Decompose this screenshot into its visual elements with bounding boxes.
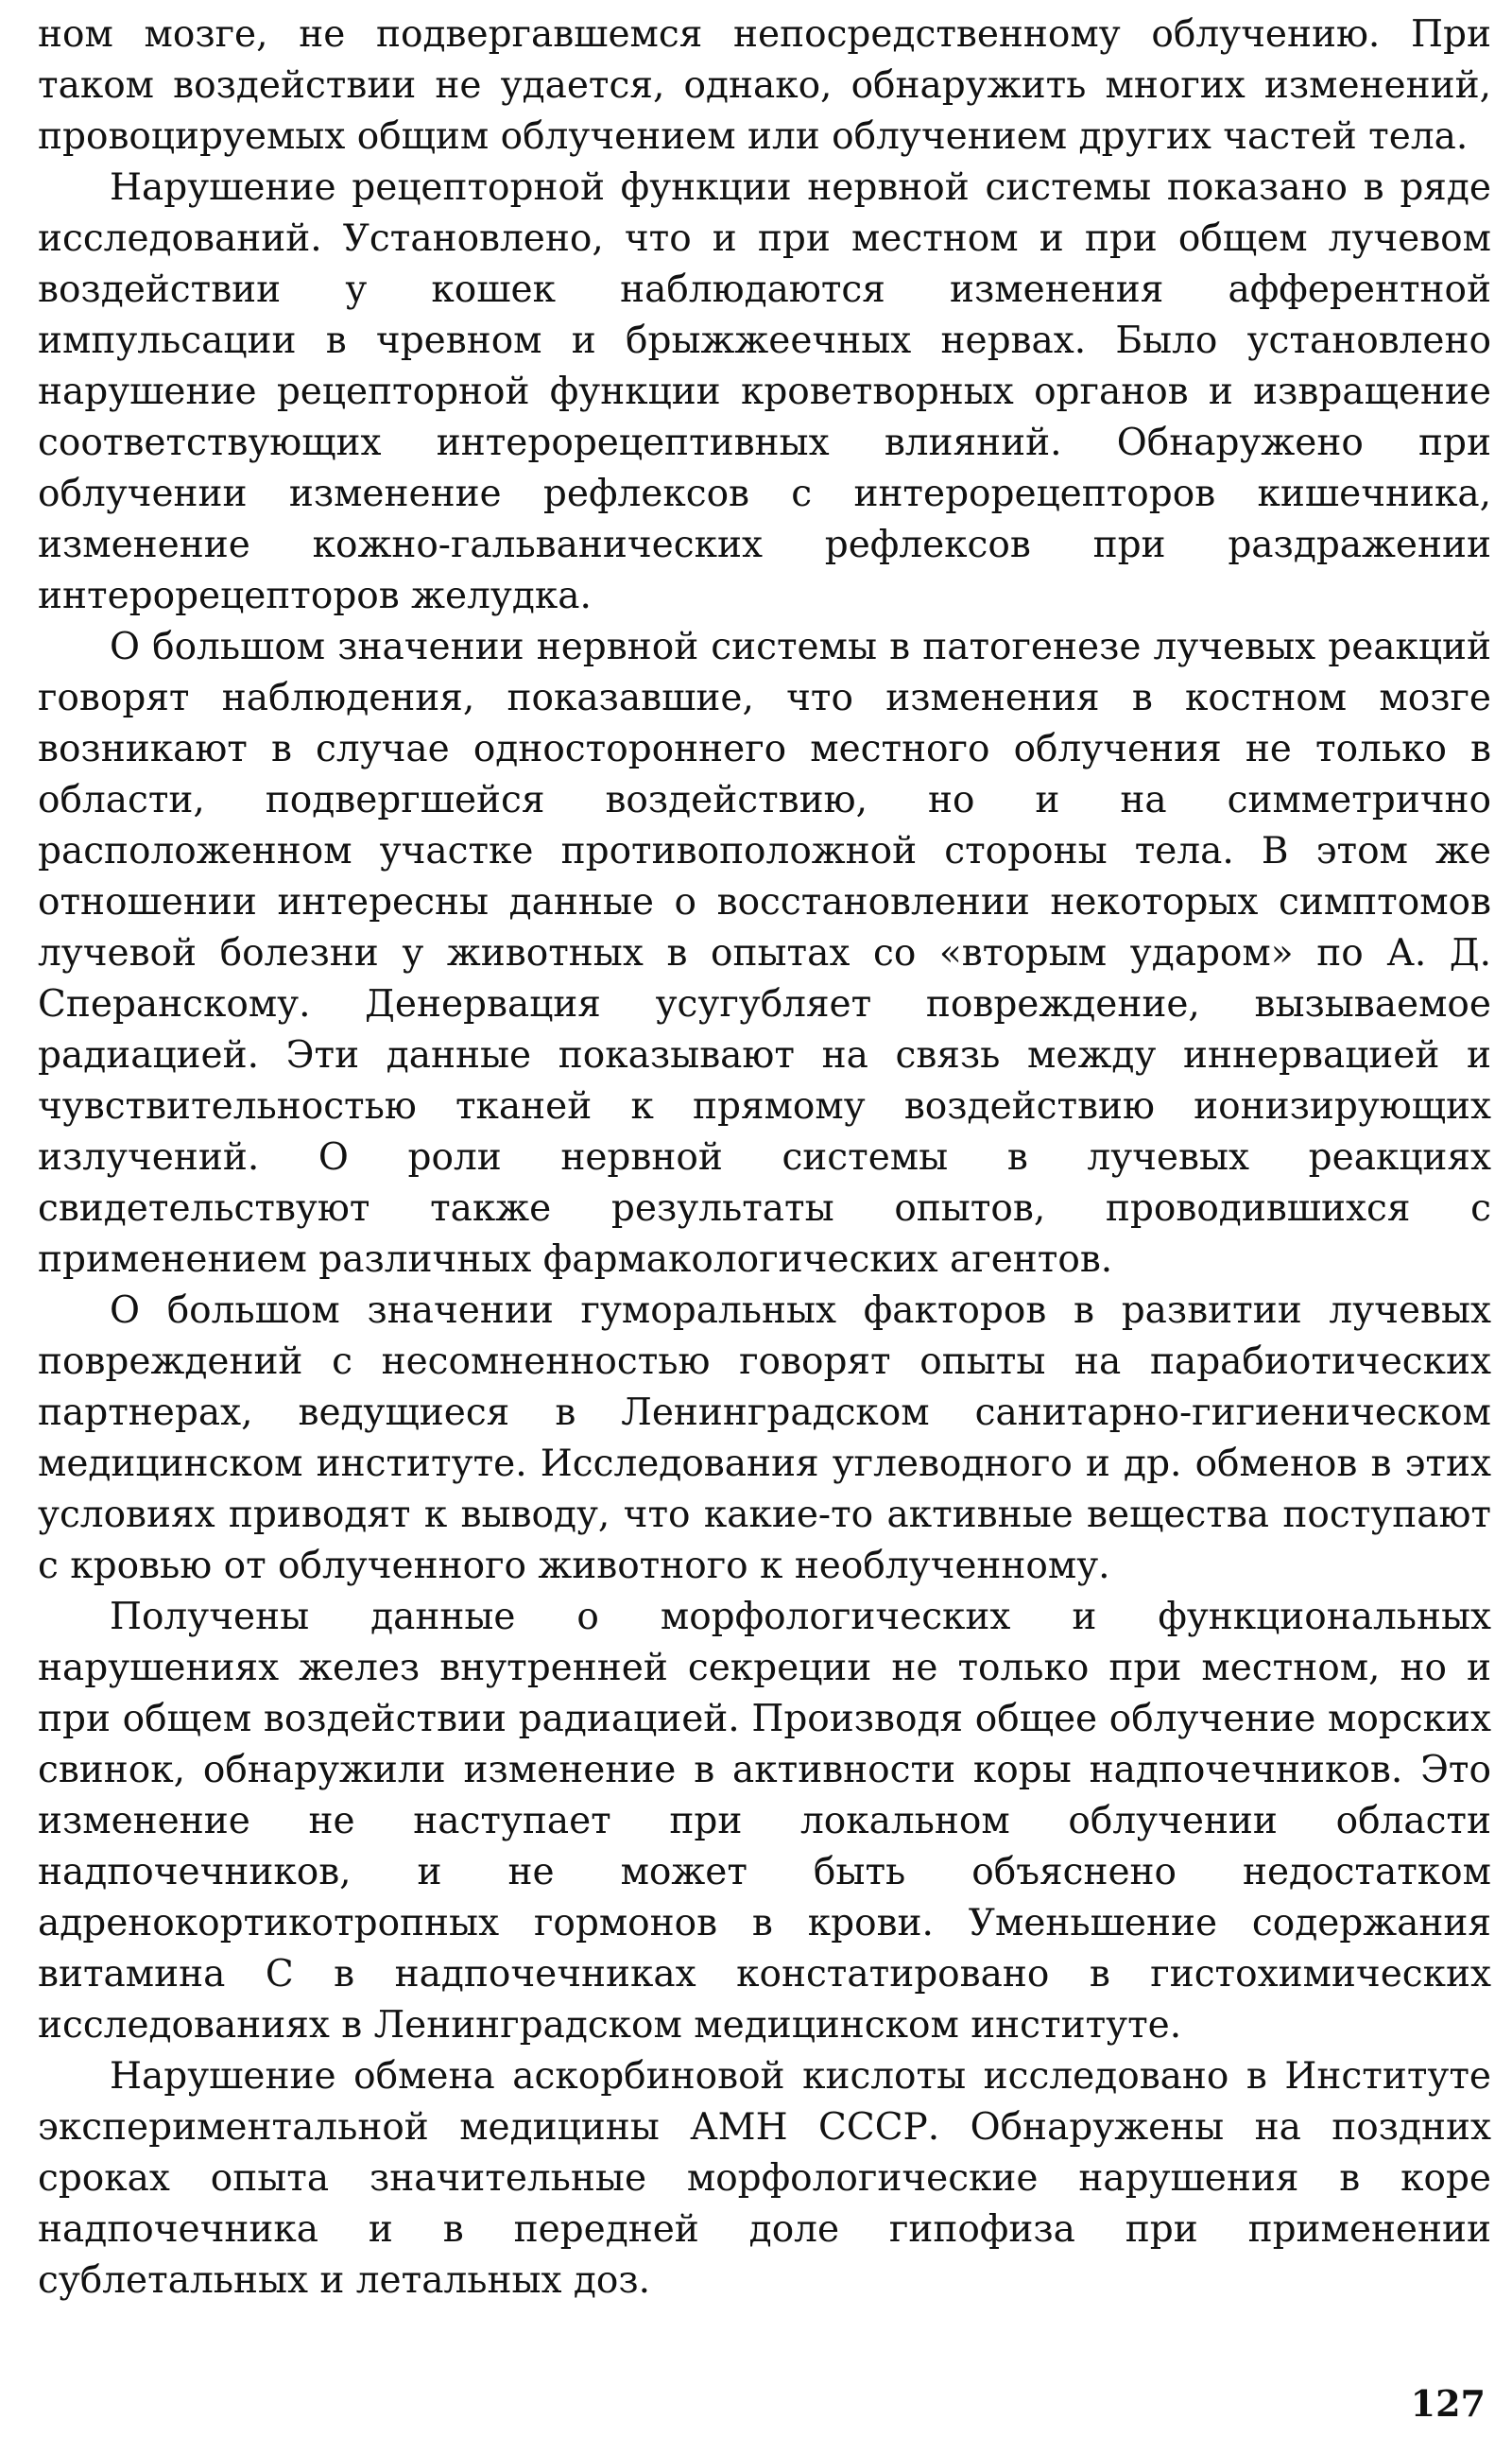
paragraph-receptor-function: Нарушение рецепторной функции нервной системы показано в ряде исследований. Установлено, что и при местном и при общем лучевом воздействии у кошек наблюдаются изменения афферентной импульсации в чревном и брыжжеечных нервах. Было установлено нарушение рецепторной функции кроветворных органов и извращение соответствующих интерорецептивных влияний. Обнаружено при облучении изменение рефлексов с интерорецепторов кишечника, изменение кожно-гальванических рефлексов при раздражении интерорецепторов желудка. [38,166,1491,617]
paragraph-nervous-system: О большом значении нервной системы в патогенезе лучевых реакций говорят наблюдения, показавшие, что изменения в костном мозге возникают в случае одностороннего местного облучения не только в области, подвергшейся воздействию, но и на симметрично расположенном участке противоположной стороны тела. В этом же отношении интересны данные о восстановлении некоторых симптомов лучевой болезни у животных в опытах со «вторым ударом» по А. Д. Сперанскому. Денервация усугубляет повреждение, вызываемое радиацией. Эти данные показывают на связь между иннервацией и чувствительностью тканей к прямому воздействию ионизирующих излучений. О роли нервной системы в лучевых реакциях свидетельствуют также результаты опытов, проводившихся с применением различных фармакологических агентов. [38,626,1491,1281]
page-number: 127 [1410,2382,1486,2425]
paragraph-endocrine-glands: Получены данные о морфологических и функциональных нарушениях желез внутренней секреции не только при местном, но и при общем воздействии радиацией. Производя общее облучение морских свинок, обнаружили изменение в активности коры надпочечников. Это изменение не наступает при локальном облучении области надпочечников, и не может быть объяснено недостатком адренокортикотропных гормонов в крови. Уменьшение содержания витамина С в надпочечниках констатировано в гистохимических исследованиях в Ленинградском медицинском институте. [38,1596,1491,2047]
paragraph-continuation: ном мозге, не подвергавшемся непосредственному облучению. При таком воздействии не удается, однако, обнаружить многих изменений, провоцируемых общим облучением или облучением других частей тела. [38,13,1491,158]
paragraph-humoral-factors: О большом значении гуморальных факторов в развитии лучевых повреждений с несомненностью говорят опыты на парабиотических партнерах, ведущиеся в Ленинградском санитарно-гигиеническом медицинском институте. Исследования углеводного и др. обменов в этих условиях приводят к выводу, что какие-то активные вещества поступают с кровью от облученного животного к необлученному. [38,1289,1491,1587]
page-body [38,9,1491,2307]
paragraph-ascorbic-acid: Нарушение обмена аскорбиновой кислоты исследовано в Институте экспериментальной медицины АМН СССР. Обнаружены на поздних сроках опыта значительные морфологические нарушения в коре надпочечника и в передней доле гипофиза при применении сублетальных и летальных доз. [38,2055,1491,2302]
